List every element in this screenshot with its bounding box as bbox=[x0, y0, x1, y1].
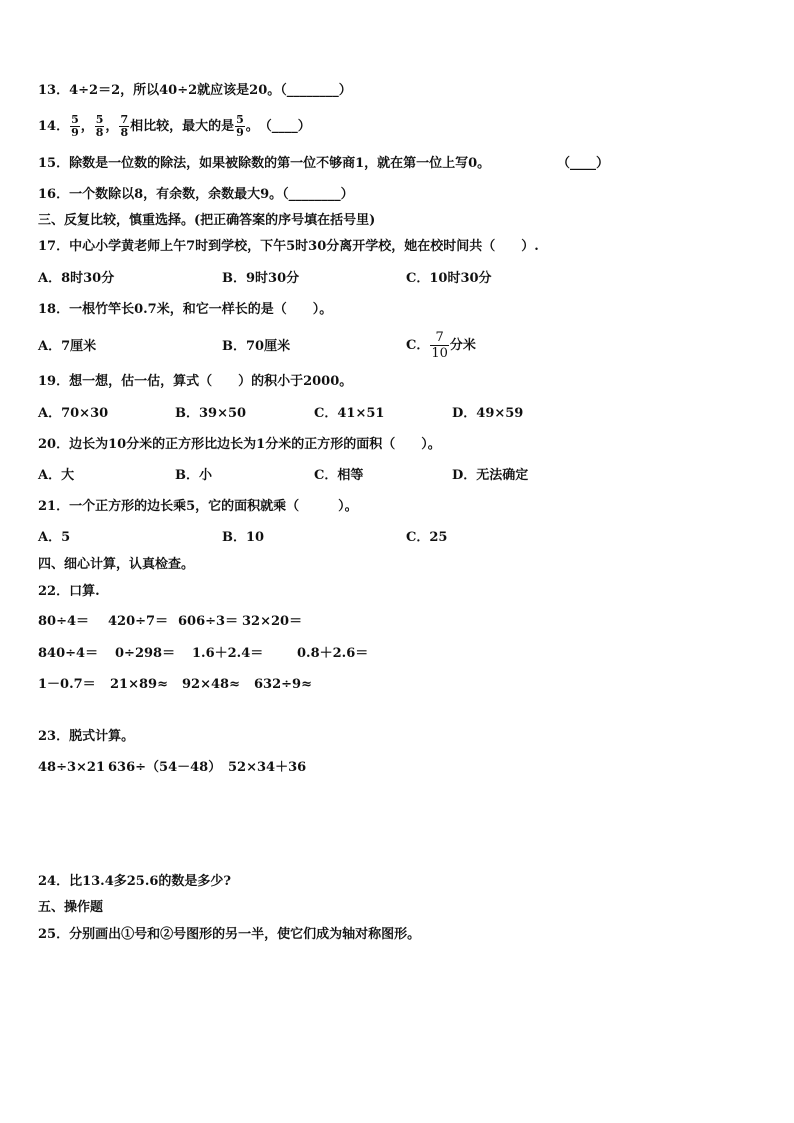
section-3-title: 三、反复比较，慎重选择。(把正确答案的序号填在括号里) bbox=[38, 213, 376, 228]
q17-option-a: A．8时30分 bbox=[38, 271, 115, 286]
oral-calc-3-1: 1－0.7＝ bbox=[38, 677, 96, 692]
question-24: 24．比13.4多25.6的数是多少? bbox=[38, 874, 232, 889]
question-18: 18．一根竹竿长0.7米，和它一样长的是（ ）。 bbox=[38, 302, 333, 317]
q20-option-b: B．小 bbox=[175, 468, 212, 483]
question-15-blank: （____） bbox=[557, 156, 610, 171]
q19-option-b: B．39×50 bbox=[175, 406, 247, 421]
q21-option-c: C．25 bbox=[406, 530, 448, 545]
oral-calc-1-3: 606÷3＝ bbox=[178, 614, 239, 629]
oral-calc-3-2: 21×89≈ bbox=[110, 677, 168, 692]
q20-option-c: C．相等 bbox=[314, 468, 364, 483]
question-14-blank: 。 （____） bbox=[245, 119, 311, 134]
oral-calc-2-4: 0.8＋2.6＝ bbox=[297, 646, 369, 661]
oral-calc-1-2: 420÷7＝ bbox=[108, 614, 169, 629]
oral-calc-3-3: 92×48≈ bbox=[182, 677, 240, 692]
question-19: 19．想一想，估一估，算式（ ）的积小于2000。 bbox=[38, 374, 353, 389]
question-20: 20．边长为10分米的正方形比边长为1分米的正方形的面积（ ）。 bbox=[38, 437, 441, 452]
q20-option-a: A．大 bbox=[38, 468, 75, 483]
question-15: 15．除数是一位数的除法，如果被除数的第一位不够商1，就在第一位上写0。 bbox=[38, 156, 491, 171]
question-16: 16．一个数除以8，有余数，余数最大9。（________） bbox=[38, 187, 354, 202]
oral-calc-2-1: 840÷4＝ bbox=[38, 646, 99, 661]
oral-calc-3-4: 632÷9≈ bbox=[254, 677, 312, 692]
q17-option-b: B．9时30分 bbox=[222, 271, 300, 286]
step-calc-1: 48÷3×21 bbox=[38, 760, 106, 775]
question-21: 21．一个正方形的边长乘5，它的面积就乘（ ）。 bbox=[38, 499, 358, 514]
question-14-text: 相比较，最大的是 bbox=[130, 119, 235, 134]
q19-option-a: A．70×30 bbox=[38, 406, 109, 421]
question-25: 25．分别画出①号和②号图形的另一半，使它们成为轴对称图形。 bbox=[38, 927, 421, 942]
fraction-5-8: $\frac{5}{8}$ bbox=[95, 113, 104, 139]
q21-option-b: B．10 bbox=[222, 530, 265, 545]
section-5-title: 五、操作题 bbox=[38, 900, 104, 915]
oral-calc-2-3: 1.6＋2.4＝ bbox=[192, 646, 264, 661]
fraction-7-8: $\frac{7}{8}$ bbox=[120, 113, 129, 139]
fraction-5-9: $\frac{5}{9}$ bbox=[71, 113, 79, 139]
question-17: 17．中心小学黄老师上午7时到学校，下午5时30分离开学校，她在校时间共（ ）. bbox=[38, 239, 539, 254]
q21-option-a: A．5 bbox=[38, 530, 71, 545]
fraction-7-10: $\frac{7}{10}$ bbox=[431, 330, 448, 361]
question-22: 22．口算. bbox=[38, 584, 100, 599]
q17-option-c: C．10时30分 bbox=[406, 271, 492, 286]
question-14-number: 14． bbox=[38, 119, 70, 134]
step-calc-2: 636÷（54－48） bbox=[108, 760, 222, 775]
q20-option-d: D．无法确定 bbox=[452, 468, 529, 483]
q18-option-c: C． $\frac{7}{10}$ 分米 bbox=[406, 330, 476, 361]
q18-option-b: B．70厘米 bbox=[222, 339, 291, 354]
q18-option-a: A．7厘米 bbox=[38, 339, 97, 354]
oral-calc-2-2: 0÷298＝ bbox=[115, 646, 176, 661]
q19-option-c: C．41×51 bbox=[314, 406, 385, 421]
oral-calc-1-1: 80÷4＝ bbox=[38, 614, 90, 629]
step-calc-3: 52×34＋36 bbox=[228, 760, 307, 775]
question-14: 14． $\frac{5}{9}$ ， $\frac{5}{8}$ ， $\frac{7}{8}$ 相比较，最大的是 $\frac{5}{9}$ 。 （____） bbox=[38, 113, 311, 139]
question-23: 23．脱式计算。 bbox=[38, 729, 135, 744]
section-4-title: 四、细心计算，认真检查。 bbox=[38, 557, 195, 572]
q19-option-d: D．49×59 bbox=[452, 406, 524, 421]
question-13: 13．4÷2＝2，所以40÷2就应该是20。（________） bbox=[38, 83, 352, 98]
oral-calc-1-4: 32×20＝ bbox=[242, 614, 303, 629]
fraction-answer: $\frac{5}{9}$ bbox=[236, 113, 244, 139]
